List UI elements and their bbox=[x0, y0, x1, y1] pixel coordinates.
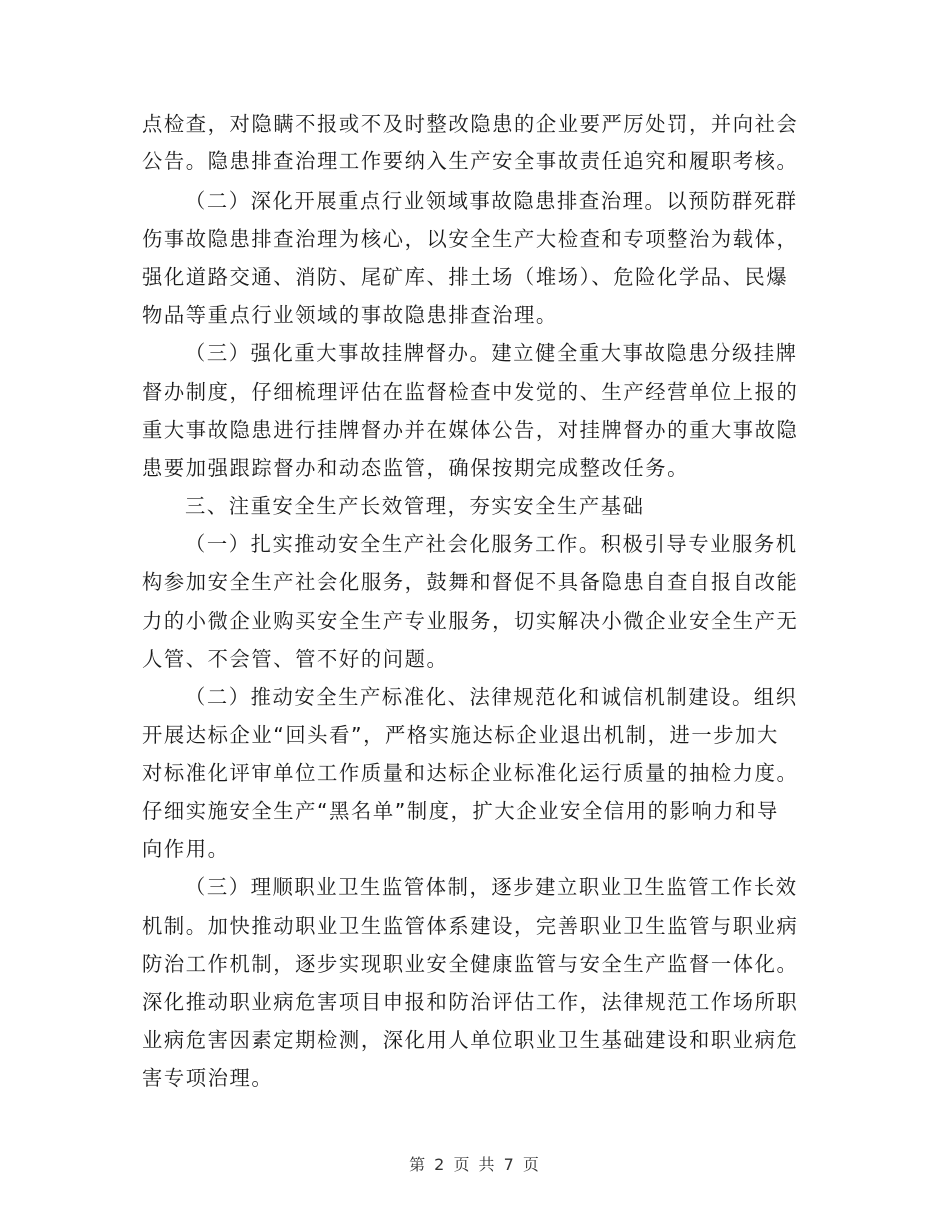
text-line: 业病危害因素定期检测，深化用人单位职业卫生基础建设和职业病危 bbox=[142, 1028, 799, 1052]
text-line: 公告。隐患排查治理工作要纳入生产安全事故责任追究和履职考核。 bbox=[142, 149, 799, 173]
text-line: 向作用。 bbox=[142, 837, 230, 861]
text-line: 害专项治理。 bbox=[142, 1066, 274, 1090]
page-footer: 第 2 页 共 7 页 bbox=[409, 1155, 541, 1174]
text-line: 物品等重点行业领域的事故隐患排查治理。 bbox=[142, 303, 558, 327]
text-line: 人管、不会管、管不好的问题。 bbox=[142, 647, 449, 671]
text-line: 力的小微企业购买安全生产专业服务，切实解决小微企业安全生产无 bbox=[142, 609, 799, 633]
text-line: （二）深化开展重点行业领域事故隐患排查治理。以预防群死群 bbox=[185, 189, 798, 213]
text-line: 点检查，对隐瞒不报或不及时整改隐患的企业要严厉处罚，并向社会 bbox=[142, 112, 799, 136]
text-line: 重大事故隐患进行挂牌督办并在媒体公告，对挂牌督办的重大事故隐 bbox=[142, 418, 799, 442]
text-line: （三）强化重大事故挂牌督办。建立健全重大事故隐患分级挂牌 bbox=[185, 341, 798, 365]
text-line: 开展达标企业“回头看”，严格实施达标企业退出机制，进一步加大 bbox=[142, 723, 779, 747]
section-heading: 三、注重安全生产长效管理，夯实安全生产基础 bbox=[185, 494, 645, 518]
text-line: 患要加强跟踪督办和动态监管，确保按期完成整改任务。 bbox=[142, 456, 690, 480]
text-line: 对标准化评审单位工作质量和达标企业标准化运行质量的抽检力度。 bbox=[142, 761, 799, 785]
text-line: 防治工作机制，逐步实现职业安全健康监管与安全生产监督一体化。 bbox=[142, 952, 799, 976]
text-line: （一）扎实推动安全生产社会化服务工作。积极引导专业服务机 bbox=[185, 532, 798, 556]
text-line: 机制。加快推动职业卫生监管体系建设，完善职业卫生监管与职业病 bbox=[142, 914, 799, 938]
text-line: 强化道路交通、消防、尾矿库、排土场（堆场）、危险化学品、民爆 bbox=[142, 265, 789, 289]
text-line: （三）理顺职业卫生监管体制，逐步建立职业卫生监管工作长效 bbox=[185, 875, 798, 899]
text-line: （二）推动安全生产标准化、法律规范化和诚信机制建设。组织 bbox=[185, 685, 798, 709]
text-line: 构参加安全生产社会化服务，鼓舞和督促不具备隐患自查自报自改能 bbox=[142, 570, 799, 594]
text-line: 伤事故隐患排查治理为核心，以安全生产大检查和专项整治为载体， bbox=[142, 227, 799, 251]
text-line: 督办制度，仔细梳理评估在监督检查中发觉的、生产经营单位上报的 bbox=[142, 380, 799, 404]
text-line: 仔细实施安全生产“黑名单”制度，扩大企业安全信用的影响力和导 bbox=[142, 799, 779, 823]
text-line: 深化推动职业病危害项目申报和防治评估工作，法律规范工作场所职 bbox=[142, 990, 799, 1014]
